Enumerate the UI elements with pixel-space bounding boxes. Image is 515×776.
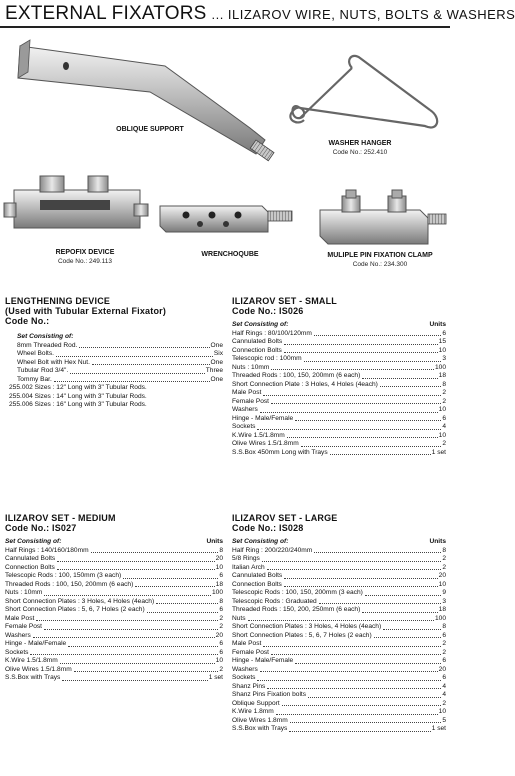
leader-dots [314,552,441,553]
item-qty: One [210,358,223,366]
item-qty: 2 [442,389,446,396]
leader-dots [362,612,437,613]
leader-dots [74,671,219,672]
leader-dots [295,663,441,664]
leader-dots [290,722,442,723]
item-name: Nuts [232,614,246,622]
item-name: Half Ring : 200/220/240mm [232,546,313,554]
item-qty: 100 [434,363,446,371]
leader-dots [260,671,438,672]
item-name: K.Wire 1.5/1.8mm [232,431,285,439]
leader-dots [260,412,438,413]
leader-dots [287,437,438,438]
leader-dots [36,620,218,621]
item-name: Washers [232,406,258,413]
leader-dots [62,680,207,681]
item-qty: 3 [442,355,446,362]
item-name: Cannulated Bolts [232,572,283,579]
item-name: Tommy Bar. [17,375,52,383]
list-item [17,342,223,351]
leader-dots [70,373,205,374]
list-item [232,598,446,607]
list-item [5,572,223,581]
leader-dots [330,454,431,455]
item-name: Cannulated Bolts [232,338,283,345]
item-name: Telescopic Rods : 100, 150, 200mm (3 each) [232,589,363,596]
item-qty: 6 [442,674,446,681]
item-qty: 6 [219,648,223,656]
list-item [5,564,223,573]
item-qty: 8 [442,380,446,388]
leader-dots [284,586,438,587]
item-name: Sockets [5,648,29,656]
title-main: EXTERNAL FIXATORS [5,3,207,24]
repofix-device-image [4,176,148,228]
washer-hanger-image [290,56,437,128]
item-name: Telescopic rod : 100mm [232,355,302,362]
washer-hanger-code: Code No.: 252.410 [332,149,388,156]
item-name: Italian Arch [232,563,265,571]
list-item [232,347,446,356]
list-item [232,615,446,624]
item-qty: 4 [442,682,446,690]
leader-dots [44,629,218,630]
item-qty: 18 [438,372,446,379]
item-qty: 6 [442,657,446,664]
ilizarov-small-section [232,296,446,457]
item-name: Short Connection Plates : 3 Holes, 4 Holes (4each) [5,597,155,605]
section-code: Code No.: [5,316,50,326]
size-list [9,384,223,410]
list-item [5,666,223,675]
item-name: Hinge - Male/Female [232,414,294,422]
item-name: Shanz Pins Fixation bolts [232,691,307,698]
list-item [17,359,223,368]
item-name: Male Post [5,614,35,622]
leader-dots [56,356,213,357]
item-name: K.Wire 1.5/1.8mm [5,657,58,664]
item-qty: 6 [442,414,446,422]
item-name: Half Rings : 140/160/180mm [5,546,89,554]
leader-dots [257,680,441,681]
item-name: Shanz Pins [232,682,266,690]
item-name: Olive Wires 1.5/1.8mm [232,440,299,447]
list-item [17,367,223,376]
item-qty: 2 [442,555,446,562]
item-qty: 15 [438,338,446,345]
list-item [232,632,446,641]
leader-dots [282,705,442,706]
item-name: Cannulated Bolts [5,555,56,562]
list-item [232,338,446,347]
list-item [232,355,446,364]
list-item [232,389,446,398]
item-name: Olive Wires 1.5/1.8mm [5,665,72,673]
leader-dots [284,344,437,345]
list-item [5,657,223,666]
item-name: Threaded Rods : 100, 150, 200mm (6 each) [5,580,134,588]
list-item [5,674,223,683]
repofix-device-label: REPOFIX DEVICE [55,249,115,256]
leader-dots [68,646,218,647]
title-sub: ... ILIZAROV WIRE, NUTS, BOLTS & WASHERS [211,7,515,22]
section-title: ILIZAROV SET - LARGE [232,513,338,523]
leader-dots [262,561,441,562]
item-name: Nuts : 10mm [5,589,43,596]
leader-dots [365,595,441,596]
item-qty: 10 [438,580,446,588]
leader-dots [156,603,218,604]
ilizarov-large-section [232,513,446,734]
item-qty: 6 [219,572,223,579]
item-qty: 8 [442,623,446,630]
leader-dots [271,369,434,370]
leader-dots [301,446,442,447]
list-item [5,623,223,632]
item-name: Olive Wires 1.8mm [232,716,288,724]
item-name: Telescopic Rods : Graduated [232,597,317,605]
lengthening-device-section [5,296,223,410]
list-item [232,330,446,339]
leader-dots [30,654,218,655]
list-item [232,372,446,381]
item-list [232,330,446,458]
leader-dots [380,386,441,387]
list-item [232,440,446,449]
item-name: Male Post [232,640,262,647]
item-name: Hinge - Male/Female [5,640,67,647]
item-qty: 6 [219,640,223,647]
list-head: Set Consisting of: [17,333,74,340]
item-qty: 10 [438,346,446,354]
item-name: Hinge - Male/Female [232,657,294,664]
list-item [5,589,223,598]
item-name: Connection Bolts [5,563,55,571]
item-name: Connection Bolts [232,346,282,354]
leader-dots [92,364,210,365]
list-head: Set Consisting of: Units [232,538,446,545]
list-item [232,657,446,666]
item-name: Sockets [232,674,256,681]
section-code: Code No.: IS027 [5,523,77,533]
list-item [232,691,446,700]
list-item [232,415,446,424]
item-name: K.Wire 1.8mm [232,708,274,715]
item-qty: 2 [442,440,446,447]
item-qty: 2 [219,665,223,673]
item-qty: 20 [438,572,446,579]
leader-dots [289,731,430,732]
item-qty: 2 [219,614,223,622]
leader-dots [91,552,219,553]
list-item [232,381,446,390]
leader-dots [383,629,441,630]
list-item [17,350,223,359]
item-qty: 10 [438,406,446,413]
item-qty: 2 [442,563,446,571]
item-name: 5/8 Rings [232,555,260,562]
item-qty: 1 set [431,448,446,456]
list-item [232,589,446,598]
list-item [5,581,223,590]
item-qty: 20 [215,555,223,562]
item-list [232,547,446,734]
item-qty: 20 [438,665,446,673]
leader-dots [57,569,215,570]
item-qty: 4 [442,423,446,430]
item-qty: 8 [442,546,446,554]
list-item [232,449,446,458]
item-name: Short Connection Plates : 5, 6, 7 Holes (2 each) [232,631,372,639]
item-qty: 2 [219,623,223,630]
list-item [232,606,446,615]
item-qty: 6 [442,631,446,639]
list-item [232,406,446,415]
section-subtitle: (Used with Tubular External Fixator) [5,306,167,316]
list-item [5,598,223,607]
list-item [232,683,446,692]
list-item [232,725,446,734]
item-qty: 8 [219,546,223,554]
leader-dots [271,403,441,404]
oblique-support-label: OBLIQUE SUPPORT [116,126,184,133]
multiple-pin-clamp-label: MULIPLE PIN FIXATION CLAMP [327,252,433,259]
item-name: Washers [5,631,31,639]
item-qty: 2 [442,640,446,647]
item-name: Half Rings : 80/100/120mm [232,329,312,337]
item-qty: 18 [215,580,223,588]
item-qty: 4 [442,691,446,698]
item-qty: 20 [215,631,223,639]
list-item [232,623,446,632]
section-title: ILIZAROV SET - MEDIUM [5,513,116,523]
leader-dots [304,361,442,362]
item-qty: 1 set [431,725,446,732]
item-name: S.S.Box with Trays [5,674,61,681]
item-name: Sockets [232,423,256,430]
item-name: Threaded Rods : 150, 200, 250mm (6 each) [232,606,361,613]
wrenchoqube-image [160,206,292,232]
item-list [17,342,223,385]
item-name: Female Post [232,648,270,656]
leader-dots [263,395,441,396]
item-qty: 2 [442,397,446,405]
list-item [5,555,223,564]
item-name: Short Connection Plates : 3 Holes, 4 Holes (4each) [232,623,382,630]
list-item [232,555,446,564]
page-title [5,3,515,25]
item-qty: 18 [438,606,446,613]
section-title: LENGTHENING DEVICE [5,296,111,306]
list-item [5,640,223,649]
leader-dots [248,620,434,621]
item-qty: One [210,341,223,349]
item-name: Short Connection Plate : 3 Holes, 4 Holes (4each) [232,380,378,388]
item-qty: 3 [442,597,446,605]
leader-dots [44,595,211,596]
item-qty: 2 [442,648,446,656]
list-item [5,547,223,556]
size-item: 255.006 Sizes : 16" Long with 3" Tubular Rods. [9,401,147,408]
item-qty: 6 [219,606,223,613]
item-qty: 5 [442,716,446,724]
item-qty: 6 [442,329,446,337]
item-name: Oblique Support [232,699,280,707]
size-item: 255.004 Sizes : 14" Long with 3" Tubular Rods. [9,392,147,400]
leader-dots [33,637,215,638]
leader-dots [135,586,214,587]
page-header [0,0,515,26]
size-item: 255.002 Sizes : 12" Long with 3" Tubular Rods. [9,384,147,391]
list-item [5,649,223,658]
item-name: Male Post [232,389,262,396]
section-code: Code No.: IS026 [232,306,304,316]
list-head: Set Consisting of: Units [232,321,446,328]
leader-dots [295,420,441,421]
leader-dots [267,569,442,570]
wrenchoqube-label: WRENCHOQUBE [201,251,259,258]
list-head: Set Consisting of: Units [5,538,223,545]
item-name: Wheel Bolt with Hex Nut. [17,358,90,366]
item-name: Female Post [5,623,43,630]
list-item [232,398,446,407]
list-item [232,717,446,726]
item-name: Wheel Bolts. [17,350,55,357]
leader-dots [79,347,209,348]
list-item [232,581,446,590]
item-qty: 100 [434,614,446,622]
list-item [232,364,446,373]
list-item [5,615,223,624]
list-item [232,564,446,573]
leader-dots [123,578,218,579]
item-name: Telescopic Rods : 100, 150mm (3 each) [5,572,122,579]
list-item [232,666,446,675]
item-qty: 10 [438,431,446,439]
item-name: Nuts : 10mm [232,363,270,371]
multiple-pin-clamp-image [320,190,446,244]
leader-dots [147,612,219,613]
list-item [232,432,446,441]
item-name: Washers [232,665,258,673]
leader-dots [267,688,441,689]
leader-dots [284,352,438,353]
leader-dots [362,378,437,379]
leader-dots [314,335,441,336]
item-list [5,547,223,683]
item-name: S.S.Box 450mm Long with Trays [232,448,328,456]
leader-dots [54,381,210,382]
ilizarov-medium-section [5,513,223,683]
leader-dots [271,654,441,655]
list-item [232,572,446,581]
item-name: Threaded Rods : 100, 150, 200mm (6 each) [232,372,361,379]
list-item [5,606,223,615]
section-code: Code No.: IS028 [232,523,304,533]
item-name: Female Post [232,397,270,405]
leader-dots [284,578,437,579]
list-item [232,708,446,717]
list-item [232,423,446,432]
list-item [232,649,446,658]
leader-dots [57,561,214,562]
repofix-device-code: Code No.: 249.113 [57,258,113,265]
list-item [5,632,223,641]
item-qty: Six [213,350,223,357]
item-name: Connection Bolts [232,580,282,588]
item-name: Tubular Rod 3/4". [17,367,69,374]
leader-dots [308,697,441,698]
item-name: Short Connection Plates : 5, 6, 7 Holes (2 each) [5,606,145,613]
item-qty: 100 [211,589,223,596]
item-qty: One [210,375,223,383]
leader-dots [374,637,442,638]
list-item [232,700,446,709]
leader-dots [276,714,438,715]
section-title: ILIZAROV SET - SMALL [232,296,337,306]
leader-dots [319,603,442,604]
list-item [232,547,446,556]
list-item [17,376,223,385]
item-qty: 8 [219,597,223,605]
list-item [232,674,446,683]
item-name: 8mm Threaded Rod. [17,341,78,349]
item-qty: 1 set [208,674,223,681]
item-qty: 9 [442,589,446,596]
leader-dots [263,646,441,647]
leader-dots [60,663,215,664]
multiple-pin-clamp-code: Code No.: 234.300 [352,261,408,268]
oblique-support-image [18,40,274,161]
item-qty: 10 [215,563,223,571]
item-qty: Three [205,367,223,374]
item-name: S.S.Box with Trays [232,725,288,732]
item-qty: 10 [438,708,446,715]
item-qty: 10 [215,657,223,664]
list-item [232,640,446,649]
leader-dots [257,429,441,430]
washer-hanger-label: WASHER HANGER [328,140,392,147]
item-qty: 2 [442,699,446,707]
